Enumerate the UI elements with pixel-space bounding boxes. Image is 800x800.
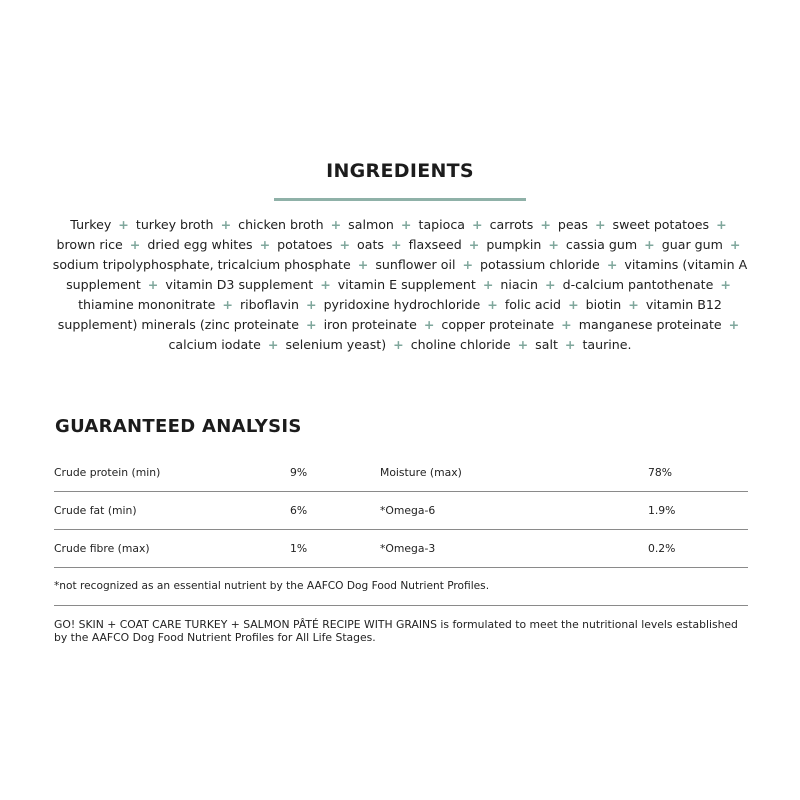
table-row — [54, 492, 748, 530]
ingredient-item: d-calcium pantothenate — [562, 277, 714, 292]
plus-separator: + — [540, 217, 551, 232]
ingredient-item: choline chloride — [410, 337, 511, 352]
plus-separator: + — [423, 317, 435, 332]
ingredient-item: sweet potatoes — [612, 217, 710, 232]
nutrient-value: 0.2% — [648, 530, 748, 568]
ingredient-item: flaxseed — [408, 237, 462, 252]
ingredient-item: riboflavin — [240, 297, 299, 312]
plus-separator: + — [330, 217, 342, 232]
ingredient-item: copper proteinate — [441, 317, 555, 332]
ingredient-item: turkey broth — [135, 217, 214, 232]
ingredient-item: folic acid — [504, 297, 562, 312]
plus-separator: + — [720, 277, 731, 292]
plus-separator: + — [129, 237, 141, 252]
table-row — [54, 454, 748, 492]
ingredient-item: pumpkin — [486, 237, 542, 252]
plus-separator: + — [357, 257, 369, 272]
plus-separator: + — [118, 217, 129, 232]
plus-separator: + — [482, 277, 494, 292]
ingredients-title: INGREDIENTS — [326, 160, 474, 182]
guaranteed-analysis-title: GUARANTEED ANALYSIS — [55, 416, 302, 437]
plus-separator: + — [716, 217, 727, 232]
ingredient-item: potatoes — [277, 237, 333, 252]
ingredient-item: brown rice — [56, 237, 123, 252]
plus-separator: + — [305, 297, 317, 312]
ingredient-item: pyridoxine hydrochloride — [323, 297, 481, 312]
nutrient-label: Crude protein (min) — [54, 454, 290, 492]
ingredient-item: guar gum — [661, 237, 723, 252]
ingredient-item: thiamine mononitrate — [78, 297, 216, 312]
ingredient-item: iron proteinate — [323, 317, 417, 332]
plus-separator: + — [462, 257, 474, 272]
ingredient-item: vitamin E supplement — [337, 277, 476, 292]
plus-separator: + — [400, 217, 412, 232]
analysis-table — [54, 454, 748, 568]
plus-separator: + — [561, 317, 572, 332]
ingredient-item: dried egg whites — [147, 237, 253, 252]
ingredient-item: biotin — [585, 297, 622, 312]
plus-separator: + — [628, 297, 639, 312]
ingredient-item: vitamin B12 supplement) minerals (zinc proteinate — [57, 297, 722, 332]
nutrient-value: 1.9% — [648, 492, 748, 530]
ingredient-item: taurine. — [582, 337, 632, 352]
nutrient-label: Crude fat (min) — [54, 492, 290, 530]
ingredient-item: carrots — [489, 217, 534, 232]
plus-separator: + — [568, 297, 579, 312]
plus-separator: + — [339, 237, 351, 252]
ingredient-item: tapioca — [418, 217, 465, 232]
ingredient-item: Turkey — [70, 217, 112, 232]
ingredient-item: oats — [357, 237, 384, 252]
plus-separator: + — [393, 337, 404, 352]
ingredient-item: cassia gum — [565, 237, 638, 252]
plus-separator: + — [468, 237, 480, 252]
footnote: *not recognized as an essential nutrient by the AAFCO Dog Food Nutrient Profiles. — [54, 568, 748, 606]
nutrient-value: 6% — [290, 492, 380, 530]
plus-separator: + — [147, 277, 159, 292]
nutrient-label: *Omega-3 — [380, 530, 648, 568]
ingredients-list — [50, 215, 750, 355]
plus-separator: + — [305, 317, 317, 332]
title-underline — [274, 198, 526, 201]
nutrient-label: Moisture (max) — [380, 454, 648, 492]
ingredient-item: salmon — [348, 217, 394, 232]
ingredient-item: manganese proteinate — [578, 317, 722, 332]
plus-separator: + — [222, 297, 233, 312]
ingredient-item: calcium iodate — [168, 337, 261, 352]
ingredient-item: chicken broth — [238, 217, 324, 232]
plus-separator: + — [267, 337, 279, 352]
table-row — [54, 530, 748, 568]
plus-separator: + — [548, 237, 559, 252]
plus-separator: + — [729, 237, 741, 252]
plus-separator: + — [390, 237, 402, 252]
ingredient-item: selenium yeast) — [285, 337, 387, 352]
ingredient-item: sodium tripolyphosphate, tricalcium phosphate — [52, 257, 351, 272]
plus-separator: + — [644, 237, 655, 252]
plus-separator: + — [320, 277, 331, 292]
nutrient-label: *Omega-6 — [380, 492, 648, 530]
plus-separator: + — [220, 217, 232, 232]
ingredient-item: niacin — [500, 277, 539, 292]
ingredient-item: vitamins (vitamin A supplement — [66, 257, 748, 292]
plus-separator: + — [564, 337, 576, 352]
plus-separator: + — [472, 217, 483, 232]
nutrient-value: 9% — [290, 454, 380, 492]
plus-separator: + — [594, 217, 606, 232]
aafco-statement: GO! SKIN + COAT CARE TURKEY + SALMON PÂTÉ RECIPE WITH GRAINS is formulated to meet the nutritional levels established by the AAFCO Dog Food Nutrient Profiles for All Life Stages. — [54, 618, 738, 644]
ingredient-item: sunflower oil — [375, 257, 456, 272]
plus-separator: + — [487, 297, 498, 312]
plus-separator: + — [259, 237, 271, 252]
plus-separator: + — [545, 277, 556, 292]
plus-separator: + — [728, 317, 740, 332]
nutrient-value: 1% — [290, 530, 380, 568]
nutrient-label: Crude fibre (max) — [54, 530, 290, 568]
nutrient-value: 78% — [648, 454, 748, 492]
ingredient-item: vitamin D3 supplement — [165, 277, 314, 292]
plus-separator: + — [517, 337, 529, 352]
ingredient-item: potassium chloride — [480, 257, 600, 272]
plus-separator: + — [606, 257, 618, 272]
ingredient-item: salt — [535, 337, 558, 352]
ingredient-item: peas — [557, 217, 588, 232]
